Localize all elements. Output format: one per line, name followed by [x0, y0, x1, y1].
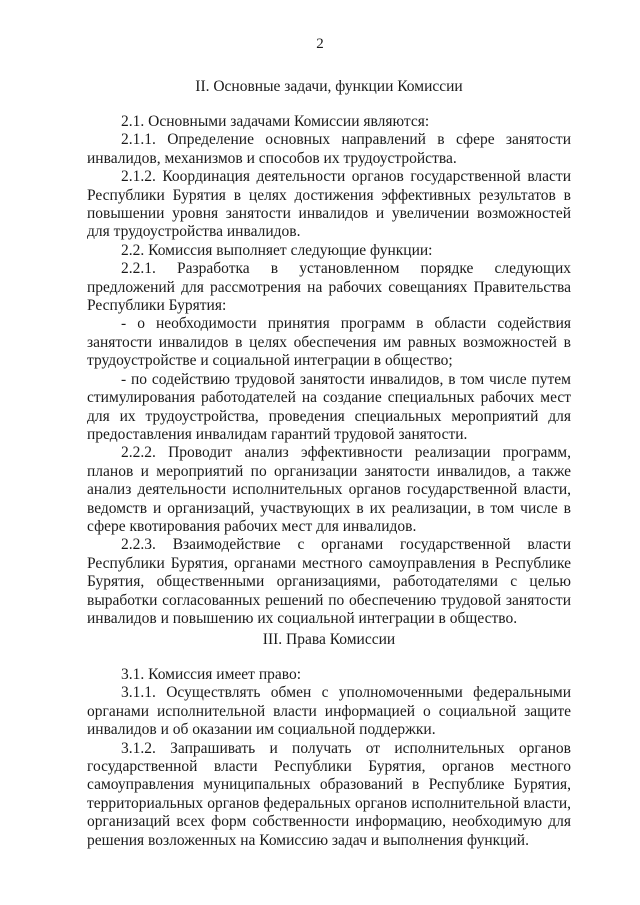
section-3-body: [87, 666, 571, 850]
section-3-heading: III. Права Комиссии: [262, 631, 396, 648]
paragraph-3-1-1: 3.1.1. Осуществлять обмен с уполномоченными федеральными органами исполнительной власти информацией о социальной защите инвалидов и об оказании им социальной поддержки.: [87, 684, 571, 739]
paragraph-2-1-2: 2.1.2. Координация деятельности органов государственной власти Республики Бурятия в целях достижения эффективных результатов в повышении уровня занятости инвалидов и увеличении возможностей для трудоустройства инвалидов.: [87, 168, 571, 241]
paragraph-3-1-2: 3.1.2. Запрашивать и получать от исполнительных органов государственной власти Республики Бурятия, органов местного самоуправления муниципальных образований в Республике Бурятия, территориальных органов федеральных органов исполнительной власти, организаций всех форм собственности информацию, необходимую для решения возложенных на Комиссию задач и выполнения функций.: [87, 739, 571, 849]
paragraph-3-1: 3.1. Комиссия имеет право:: [121, 666, 302, 683]
section-2-body: [87, 113, 571, 628]
paragraph-2-1: 2.1. Основными задачами Комиссии являются:: [121, 113, 430, 130]
bullet-programs: - о необходимости принятия программ в области содействия занятости инвалидов в целях обеспечения им равных возможностей в трудоустройстве и социальной интеграции в общество;: [87, 315, 571, 370]
section-2-heading: II. Основные задачи, функции Комиссии: [195, 78, 463, 95]
paragraph-2-2-3: 2.2.3. Взаимодействие с органами государственной власти Республики Бурятия, органами местного самоуправления в Республике Бурятия, общественными организациями, работодателями с целью выработки согласованных решений по обеспечению трудовой занятости инвалидов и повышению их социальной интеграции в общество.: [87, 536, 571, 627]
page-number: 2: [316, 36, 324, 52]
paragraph-2-2-2: 2.2.2. Проводит анализ эффективности реализации программ, планов и мероприятий по организации занятости инвалидов, а также анализ деятельности исполнительных органов государственной власти, ведомств и организаций, участвующих в их реализации, в том числе в сфере квотирования рабочих мест для инвалидов.: [87, 444, 571, 535]
bullet-employment: - по содействию трудовой занятости инвалидов, в том числе путем стимулирования работодателей на создание специальных рабочих мест для их трудоустройства, проведения специальных мероприятий для предоставления инвалидам гарантий трудовой занятости.: [87, 370, 571, 443]
paragraph-2-2-1: 2.2.1. Разработка в установленном порядке следующих предложений для рассмотрения на рабочих совещаниях Правительства Республики Бурятия:: [87, 260, 571, 315]
paragraph-2-2: 2.2. Комиссия выполняет следующие функции:: [121, 241, 433, 259]
paragraph-2-1-1: 2.1.1. Определение основных направлений в сфере занятости инвалидов, механизмов и способов их трудоустройства.: [87, 131, 571, 167]
